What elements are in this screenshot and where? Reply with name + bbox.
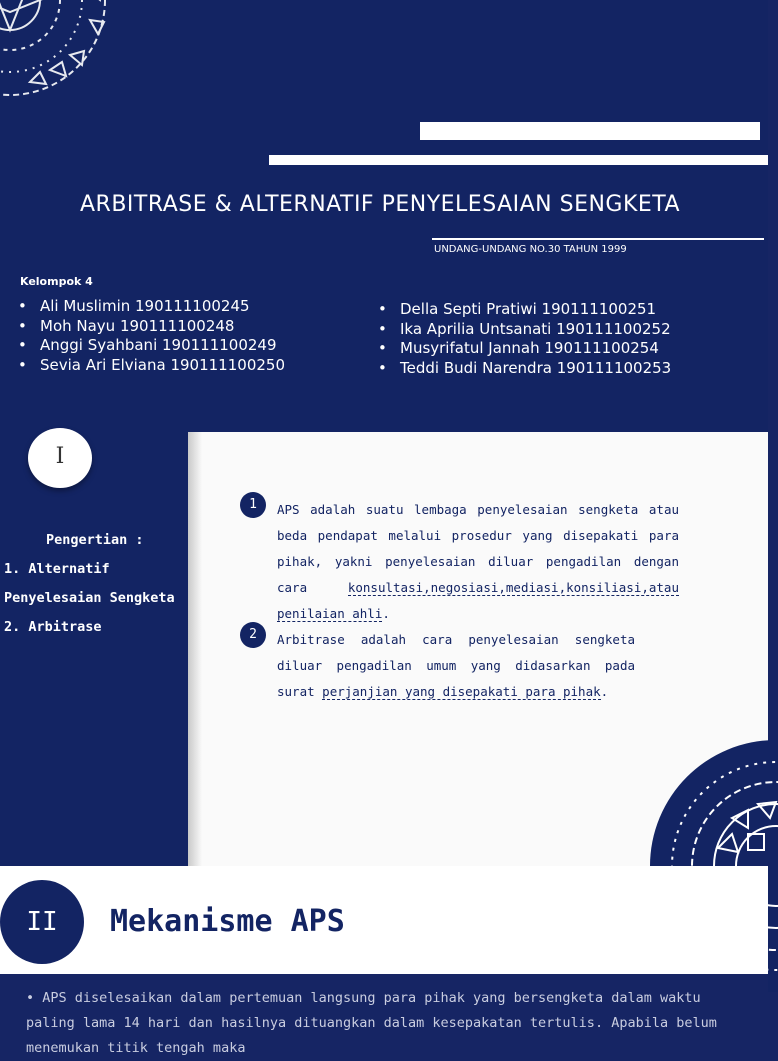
- list-item: • Sevia Ari Elviana 190111100250: [18, 355, 285, 374]
- definition-item: Penyelesaian Sengketa: [4, 590, 175, 606]
- mechanism-body: [0, 974, 768, 1056]
- list-item: • Musyrifatul Jannah 190111100254: [378, 339, 659, 357]
- decorative-bar: [420, 122, 760, 140]
- list-item: • Teddi Budi Narendra 190111100253: [378, 358, 672, 377]
- point-paragraph: Arbitrase adalah cara penyelesaian sengketa diluar pengadilan umum yang didasarkan pada surat perjanjian yang disepakati para pihak.: [277, 632, 635, 699]
- list-item: • Ali Muslimin 190111100245: [18, 297, 250, 315]
- definition-heading: Pengertian :: [46, 532, 144, 548]
- slide-subtitle: UNDANG-UNDANG NO.30 TAHUN 1999: [434, 244, 627, 255]
- divider: [432, 238, 764, 240]
- member-list-right: [378, 300, 671, 378]
- point-paragraph: APS adalah suatu lembaga penyelesaian sengketa atau beda pendapat melalui prosedur yang disepakati para pihak, yakni penyelesaian diluar pengadilan dengan cara konsultasi,negosiasi,mediasi,konsiliasi,atau penilaian ahli.: [277, 502, 679, 621]
- list-item: • Ika Aprilia Untsanati 190111100252: [378, 319, 671, 338]
- section-title: Mekanisme APS: [110, 904, 345, 939]
- mandala-ornament-icon: [0, 0, 140, 130]
- point-number-badge: 1: [240, 492, 266, 518]
- title-slide: [0, 0, 768, 432]
- bullet-paragraph: • APS diselesaikan dalam pertemuan langsung para pihak yang bersengketa dalam waktu paling lama 14 hari dan hasilnya dituangkan dalam kesepakatan tertulis. Apabila belum menemukan titik tengah maka: [26, 990, 717, 1056]
- panel-shadow: [188, 432, 202, 866]
- list-item: • Della Septi Pratiwi 190111100251: [378, 300, 657, 318]
- decorative-bar: [269, 155, 768, 165]
- definition-item: 1. Alternatif: [4, 561, 110, 577]
- list-item: • Moh Nayu 190111100248: [18, 316, 235, 335]
- definition-item: 2. Arbitrase: [4, 619, 102, 635]
- left-panel: [0, 432, 188, 866]
- group-label: Kelompok 4: [20, 275, 93, 288]
- slide-title: ARBITRASE & ALTERNATIF PENYELESAIAN SENGKETA: [80, 192, 681, 217]
- section-badge: II: [0, 880, 84, 964]
- member-list-left: [18, 297, 285, 375]
- section-badge: I: [28, 428, 92, 488]
- mechanism-slide: [0, 866, 768, 1056]
- point-number-badge: 2: [240, 622, 266, 648]
- mandala-ornament-icon: [648, 738, 778, 868]
- list-item: • Anggi Syahbani 190111100249: [18, 336, 277, 354]
- definition-slide: [0, 432, 768, 866]
